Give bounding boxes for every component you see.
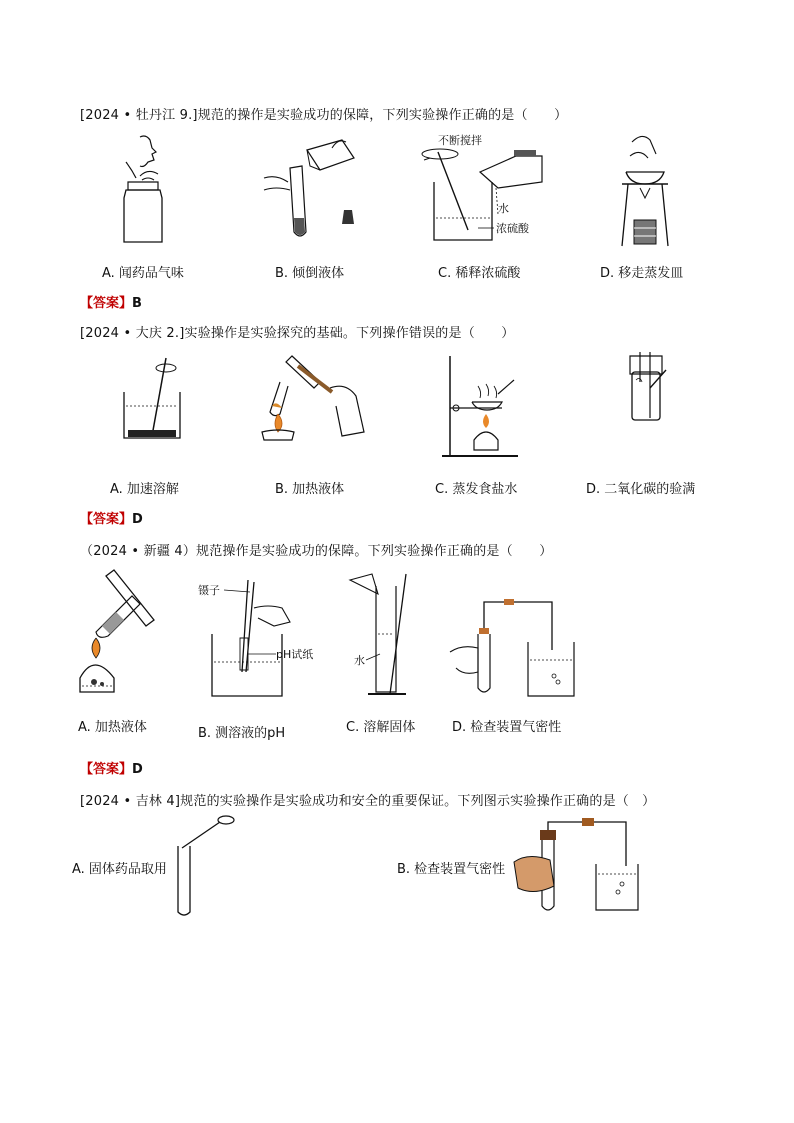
q2-option-d: D. 二氧化碳的验满 bbox=[586, 482, 696, 497]
answer-value: D bbox=[132, 512, 143, 527]
q2-option-c: C. 蒸发食盐水 bbox=[435, 482, 518, 497]
label-ph-paper: pH试纸 bbox=[276, 648, 314, 661]
label-stirring: 不断搅拌 bbox=[438, 134, 482, 147]
q1-option-a: A. 闻药品气味 bbox=[102, 266, 184, 281]
q1-option-d: D. 移走蒸发皿 bbox=[600, 266, 684, 281]
q3-option-b: B. 测溶液的pH bbox=[198, 726, 286, 741]
question-2-stem: [2024 • 大庆 2.]实验操作是实验探究的基础。下列操作错误的是（ ） bbox=[80, 326, 515, 341]
question-4-stem: [2024 • 吉林 4]规范的实验操作是实验成功和安全的重要保证。下列图示实验操作正确的是（ ） bbox=[80, 794, 656, 809]
fig-smell-reagent bbox=[118, 132, 178, 247]
q3-option-d: D. 检查装置气密性 bbox=[452, 720, 562, 735]
label-water-2: 水 bbox=[354, 654, 365, 667]
question-3-stem: （2024 • 新疆 4）规范操作是实验成功的保障。下列实验操作正确的是（ ） bbox=[80, 544, 553, 559]
label-conc-sulfuric-acid: 浓硫酸 bbox=[496, 222, 529, 235]
fig-speed-dissolving bbox=[120, 356, 190, 442]
answer-value: D bbox=[132, 762, 143, 777]
q2-option-b: B. 加热液体 bbox=[275, 482, 345, 497]
label-tweezers: 镊子 bbox=[198, 584, 220, 597]
fig-remove-evaporating-dish bbox=[620, 128, 670, 248]
fig-co2-full-check bbox=[626, 352, 672, 424]
fig-dilute-sulfuric-acid bbox=[418, 132, 558, 244]
fig-pour-liquid bbox=[262, 128, 372, 248]
question-1-stem: [2024 • 牡丹江 9.]规范的操作是实验成功的保障，下列实验操作正确的是（ ） bbox=[80, 108, 568, 123]
fig-measure-ph bbox=[198, 578, 328, 700]
fig-check-airtightness bbox=[448, 598, 578, 700]
fig-heat-liquid bbox=[258, 352, 368, 444]
label-water: 水 bbox=[498, 202, 509, 215]
q4-option-a: A. 固体药品取用 bbox=[72, 862, 167, 877]
q2-option-a: A. 加速溶解 bbox=[110, 482, 179, 497]
fig-check-airtightness-2 bbox=[510, 816, 646, 916]
q1-option-c: C. 稀释浓硫酸 bbox=[438, 266, 521, 281]
q3-option-c: C. 溶解固体 bbox=[346, 720, 416, 735]
answer-label: 【答案】 bbox=[80, 512, 133, 527]
fig-heat-liquid-2 bbox=[74, 568, 160, 700]
answer-label: 【答案】 bbox=[80, 762, 133, 777]
fig-take-solid-reagent bbox=[172, 812, 236, 918]
answer-label: 【答案】 bbox=[80, 296, 133, 311]
q4-option-b: B. 检查装置气密性 bbox=[397, 862, 506, 877]
q1-option-b: B. 倾倒液体 bbox=[275, 266, 345, 281]
answer-value: B bbox=[132, 296, 142, 311]
fig-evaporate-salt-water bbox=[442, 352, 532, 462]
q1-answer bbox=[80, 292, 142, 311]
q3-answer bbox=[80, 758, 143, 777]
q2-answer bbox=[80, 508, 143, 527]
q3-option-a: A. 加热液体 bbox=[78, 720, 147, 735]
fig-dissolve-solid bbox=[350, 574, 420, 698]
